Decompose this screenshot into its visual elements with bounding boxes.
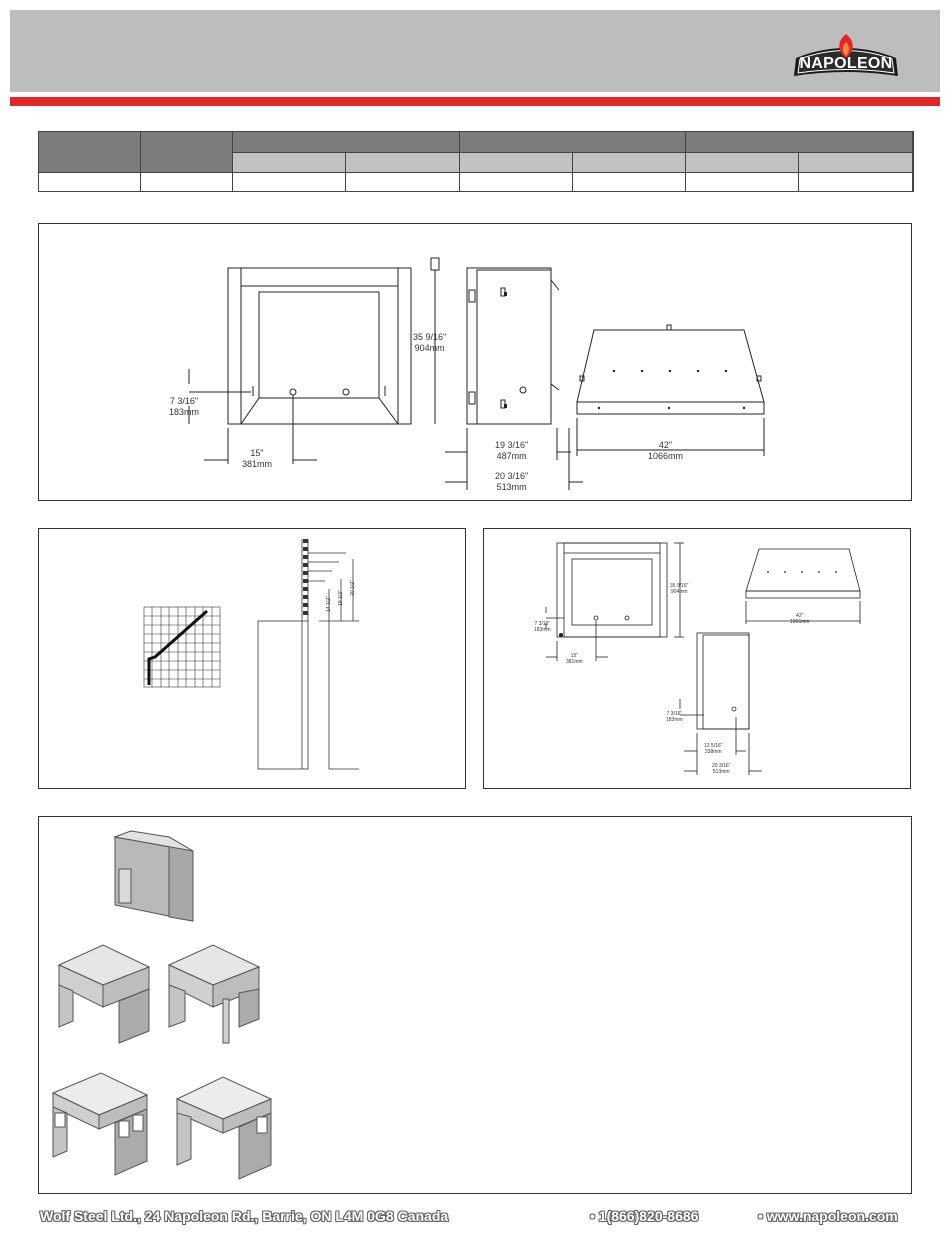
header-cell	[141, 132, 233, 173]
venting-panel	[38, 528, 466, 789]
gazebo-open-illustration	[53, 1073, 147, 1175]
small-dimensions-panel	[483, 528, 911, 789]
side-depth-label: 19 3/16" 487mm	[495, 440, 529, 461]
small-top-view	[746, 549, 860, 598]
small-total-depth-label: 20 3/16" 513mm	[712, 763, 731, 775]
pavilion-with-post-illustration	[169, 945, 259, 1043]
dimensions-panel	[38, 223, 912, 501]
subheader-cell	[346, 153, 459, 173]
small-front-view	[557, 543, 667, 637]
venting-side-section	[258, 539, 359, 769]
footer-website[interactable]: • www.napoleon.com	[758, 1208, 898, 1224]
header-cell	[233, 132, 460, 153]
installation-illustrations	[39, 817, 911, 1193]
small-dimension-drawing	[484, 529, 910, 788]
table-cell	[572, 173, 685, 192]
footer-phone[interactable]: • 1(866)820-8686	[590, 1208, 699, 1224]
width-label: 42" 1066mm	[648, 440, 684, 461]
subheader-cell	[459, 153, 572, 173]
clearance-label: 20 1/2"	[349, 580, 356, 596]
small-side-view	[697, 633, 749, 729]
small-side-offset-label: 13 5/16" 338mm	[704, 743, 723, 755]
subheader-cell	[799, 153, 912, 173]
subheader-cell	[233, 153, 346, 173]
table-cell	[141, 173, 233, 192]
small-height-label: 35 9/16" 904mm	[670, 583, 689, 595]
gas-inlet-offset-label: 15" 381mm	[242, 448, 273, 469]
clearance-label: 18 1/2"	[337, 590, 344, 606]
header-cell	[39, 132, 141, 173]
front-height-label: 35 9/16" 904mm	[413, 332, 447, 353]
header-cell	[686, 132, 913, 153]
red-accent-bar	[10, 97, 940, 106]
enclosure-illustration	[115, 831, 193, 921]
small-side-inlet-height-label: 7 3/16" 183mm	[666, 711, 683, 723]
venting-grid-chart	[144, 607, 220, 687]
dimension-drawing	[39, 224, 911, 500]
logo-wordmark: NAPOLEON	[799, 55, 893, 72]
top-view-drawing	[577, 325, 764, 414]
gazebo-enclosed-illustration	[177, 1077, 271, 1179]
subheader-cell	[572, 153, 685, 173]
header-cell	[912, 132, 913, 173]
small-gas-inlet-height-label: 7 3/16" 183mm	[534, 621, 551, 633]
spec-table	[38, 131, 914, 192]
table-cell	[459, 173, 572, 192]
gas-inlet-height-label: 7 3/16" 183mm	[169, 396, 200, 417]
venting-drawing	[39, 529, 465, 788]
footer-address: Wolf Steel Ltd., 24 Napoleon Rd., Barrie, ON L4M 0G8 Canada	[40, 1208, 449, 1224]
table-cell	[346, 173, 459, 192]
total-depth-label: 20 3/16" 513mm	[495, 471, 529, 492]
front-view-drawing	[228, 268, 411, 424]
clearance-label: 14 1/2"	[325, 596, 332, 612]
pavilion-illustration	[59, 945, 149, 1043]
table-cell	[912, 173, 913, 192]
napoleon-logo[interactable]	[790, 32, 902, 82]
header-cell	[459, 132, 686, 153]
table-cell	[799, 173, 912, 192]
small-gas-inlet-offset-label: 15" 381mm	[566, 653, 583, 665]
table-cell	[39, 173, 141, 192]
installation-panel	[38, 816, 912, 1194]
subheader-cell	[686, 153, 799, 173]
table-cell	[686, 173, 799, 192]
small-width-label: 42" 1066mm	[790, 613, 810, 625]
side-view-drawing	[467, 268, 559, 424]
table-cell	[233, 173, 346, 192]
